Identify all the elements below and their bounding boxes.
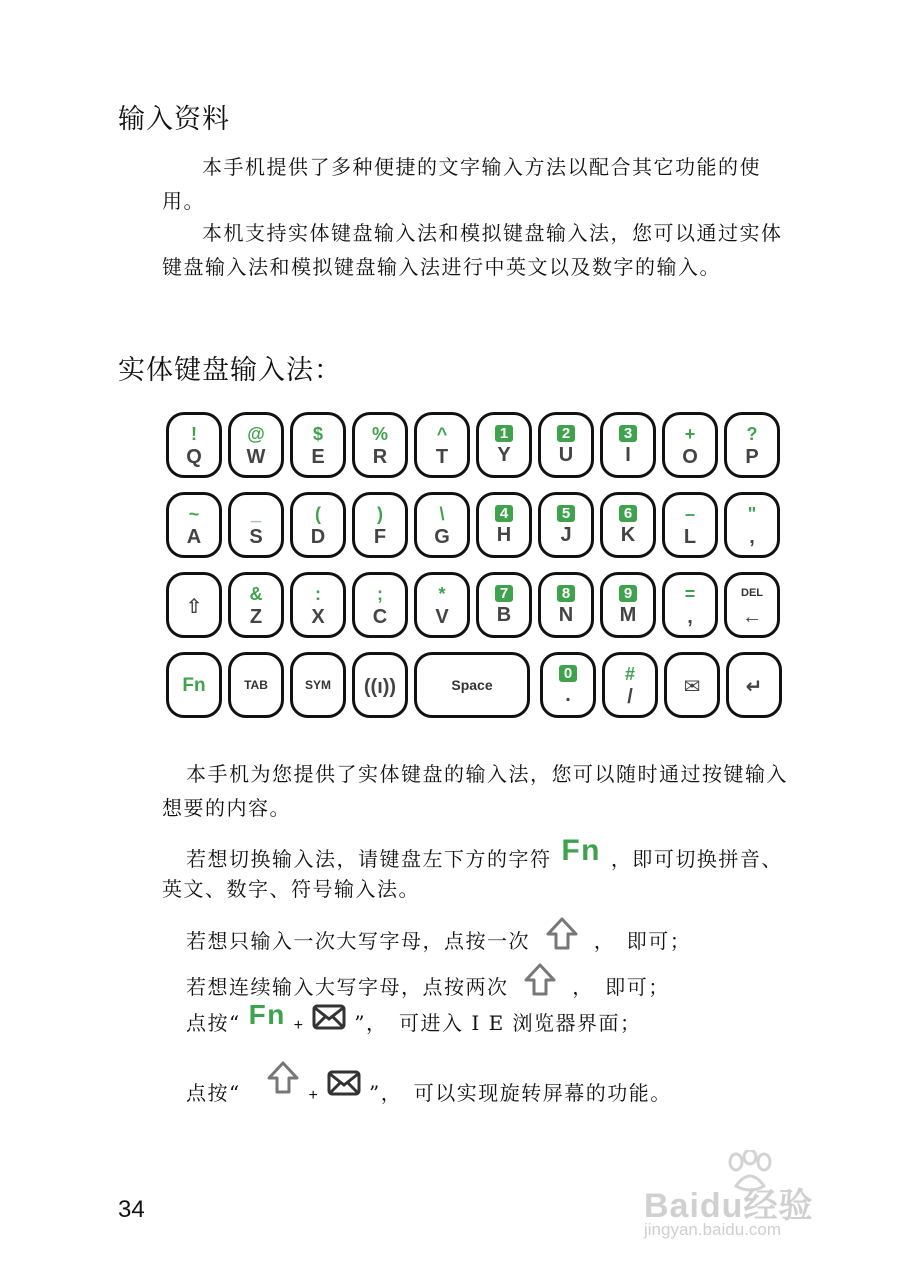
key-icon-2: [290, 652, 346, 718]
key-c-3: [352, 572, 408, 638]
key-primary-label: ,: [687, 605, 693, 628]
rotate-text-a: 点按“: [186, 1081, 241, 1105]
key-primary-label: F: [373, 525, 387, 548]
key-secondary-label: @: [247, 423, 265, 444]
key-primary-label: C: [372, 605, 388, 628]
key-primary-label: S: [249, 525, 263, 548]
key-primary-label: M: [619, 604, 637, 626]
key-primary-label: L: [683, 525, 697, 548]
section-title: 实体键盘输入法：: [118, 355, 342, 386]
caps-once-line: [186, 916, 691, 958]
key-secondary-label: ): [377, 503, 383, 524]
key-secondary-label: :: [315, 583, 321, 604]
key-secondary-label: 4: [495, 505, 513, 522]
key-primary-label: Q: [186, 445, 202, 468]
key-secondary-label: _: [250, 503, 261, 524]
key-secondary-label: 0: [559, 665, 577, 682]
key-primary-label: P: [745, 445, 759, 468]
envelope-icon: [312, 1004, 346, 1030]
key-secondary-label: %: [371, 423, 388, 444]
key-primary-label: D: [310, 525, 326, 548]
key-primary-label: /: [627, 685, 633, 708]
ie-text-b: ”， 可进入 I E 浏览器界面；: [354, 1011, 642, 1035]
switch-input-line: [186, 834, 783, 876]
key-secondary-label: 6: [619, 505, 637, 522]
key-z-1: [228, 572, 284, 638]
key-secondary-label: #: [624, 663, 635, 684]
key-secondary-label: ~: [188, 503, 200, 524]
key-label: ((ı)): [363, 675, 397, 698]
key-primary-label: W: [246, 445, 266, 468]
watermark-brand: Baidu经验: [644, 1187, 814, 1225]
fn-key-icon: Fn: [248, 999, 286, 1030]
key-label: SYM: [304, 678, 331, 692]
key-primary-label: U: [558, 444, 574, 466]
shift-arrow-icon: [265, 1060, 301, 1096]
key-primary-label: Z: [249, 605, 263, 628]
plus-sign: +: [308, 1087, 320, 1104]
key-secondary-label: 8: [557, 585, 575, 602]
key-label: Space: [451, 677, 493, 693]
key-secondary-label: ?: [746, 423, 758, 444]
caps-once-text-a: 若想只输入一次大写字母，点按一次: [186, 929, 530, 953]
key-primary-label: I: [625, 444, 631, 466]
key-sym-0: [166, 572, 222, 638]
key-p-9: [724, 412, 780, 478]
key-primary-label: J: [560, 524, 572, 546]
key-primary-label: K: [620, 524, 636, 546]
key-n-6: [538, 572, 594, 638]
key-primary-label: ⇧: [185, 595, 203, 618]
key-secondary-label: ;: [377, 583, 383, 604]
key-e-2: [290, 412, 346, 478]
key-primary-label: B: [496, 604, 512, 626]
rotate-screen-line: [186, 1060, 672, 1113]
caps-lock-line: [186, 962, 670, 1004]
key-y-5: [476, 412, 532, 478]
key-sym-8: [662, 572, 718, 638]
key-primary-label: A: [186, 525, 202, 548]
plus-sign: +: [293, 1017, 305, 1034]
key-t-4: [414, 412, 470, 478]
key-u-6: [538, 412, 594, 478]
switch-input-text-a: 若想切换输入法，请键盘左下方的字符: [186, 847, 552, 871]
ie-text-a: 点按“: [186, 1011, 241, 1035]
key-tab: [228, 652, 284, 718]
caps-lock-text-b: ， 即可；: [572, 975, 670, 999]
intro-paragraph-2: 本机支持实体键盘输入法和模拟键盘输入法，您可以通过实体键盘输入法和模拟键盘输入法进行中英文以及数字的输入。: [162, 221, 783, 279]
key-secondary-label: &: [249, 583, 263, 604]
key-secondary-label: *: [438, 583, 446, 604]
key-d-2: [290, 492, 346, 558]
key-primary-label: .: [565, 684, 571, 706]
key-secondary-label: 7: [495, 585, 513, 602]
key-sym-9: [724, 492, 780, 558]
watermark-url: jingyan.baidu.com: [644, 1220, 782, 1239]
key-fn: [166, 652, 222, 718]
key-secondary-label: 2: [557, 425, 575, 442]
key-primary-label: ←: [742, 605, 762, 628]
key-label: ↵: [745, 675, 763, 698]
key-secondary-label: +: [684, 423, 696, 444]
rotate-text-b: ”， 可以实现旋转屏幕的功能。: [369, 1081, 672, 1105]
key-label: ✉: [683, 675, 701, 698]
page-heading: 输入资料: [118, 104, 230, 135]
key-sym-6: [602, 652, 658, 718]
key-f-3: [352, 492, 408, 558]
key-r-3: [352, 412, 408, 478]
key-space: [414, 652, 530, 718]
baidu-watermark: [640, 1150, 860, 1240]
key-secondary-label: DEL: [741, 587, 763, 599]
key-secondary-label: =: [684, 583, 696, 604]
key-b-5: [476, 572, 532, 638]
key-secondary-label: (: [315, 503, 321, 524]
key-secondary-label: !: [191, 423, 197, 444]
caps-once-text-b: ， 即可；: [593, 929, 692, 953]
key-j-6: [538, 492, 594, 558]
key-secondary-label: 5: [557, 505, 575, 522]
key-k-7: [600, 492, 656, 558]
key-icon-8: [726, 652, 782, 718]
key-icon-3: [352, 652, 408, 718]
key-label: TAB: [244, 678, 268, 692]
body-paragraph-1: 本手机为您提供了实体键盘的输入法，您可以随时通过按键输入想要的内容。: [162, 762, 788, 820]
key-q-0: [166, 412, 222, 478]
key-secondary-label: –: [684, 503, 695, 524]
key-secondary-label: ^: [436, 423, 448, 444]
key-secondary-label: $: [312, 423, 323, 444]
key-s-1: [228, 492, 284, 558]
key-primary-label: Y: [497, 444, 511, 466]
caps-lock-text-a: 若想连续输入大写字母，点按两次: [186, 975, 509, 999]
key-o-8: [662, 412, 718, 478]
key-primary-label: V: [435, 605, 449, 628]
envelope-icon: [327, 1070, 361, 1096]
key-m-7: [600, 572, 656, 638]
key-secondary-label: ": [747, 503, 757, 524]
key-i-7: [600, 412, 656, 478]
key-primary-label: O: [682, 445, 698, 468]
key-primary-label: T: [435, 445, 449, 468]
switch-input-line-2: 英文、数字、符号输入法。: [162, 877, 420, 901]
key-l-8: [662, 492, 718, 558]
key-primary-label: H: [496, 524, 512, 546]
key-secondary-label: \: [439, 503, 445, 524]
key-secondary-label: 3: [619, 425, 637, 442]
shift-arrow-icon: [522, 962, 558, 998]
key-g-4: [414, 492, 470, 558]
key-sym-9: [724, 572, 780, 638]
key-sym-5: [540, 652, 596, 718]
intro-paragraph-1: 本手机提供了多种便捷的文字输入方法以配合其它功能的使用。: [162, 155, 761, 213]
key-secondary-label: 1: [495, 425, 513, 442]
keyboard-illustration: [162, 410, 782, 730]
key-h-5: [476, 492, 532, 558]
switch-input-text-b: ，即可切换拼音、: [610, 847, 783, 871]
key-v-4: [414, 572, 470, 638]
key-primary-label: R: [372, 445, 388, 468]
key-x-2: [290, 572, 346, 638]
key-icon-7: [664, 652, 720, 718]
page-number: 34: [118, 1196, 145, 1223]
key-w-1: [228, 412, 284, 478]
key-primary-label: X: [311, 605, 325, 628]
ie-browser-line: [186, 999, 642, 1043]
key-primary-label: E: [311, 445, 325, 468]
shift-arrow-icon: [544, 916, 580, 952]
key-primary-label: G: [434, 525, 450, 548]
key-primary-label: ,: [749, 525, 755, 548]
key-primary-label: N: [558, 604, 574, 626]
key-a-0: [166, 492, 222, 558]
fn-key-icon: Fn: [561, 834, 602, 867]
key-secondary-label: 9: [619, 585, 637, 602]
key-label: Fn: [182, 674, 206, 696]
